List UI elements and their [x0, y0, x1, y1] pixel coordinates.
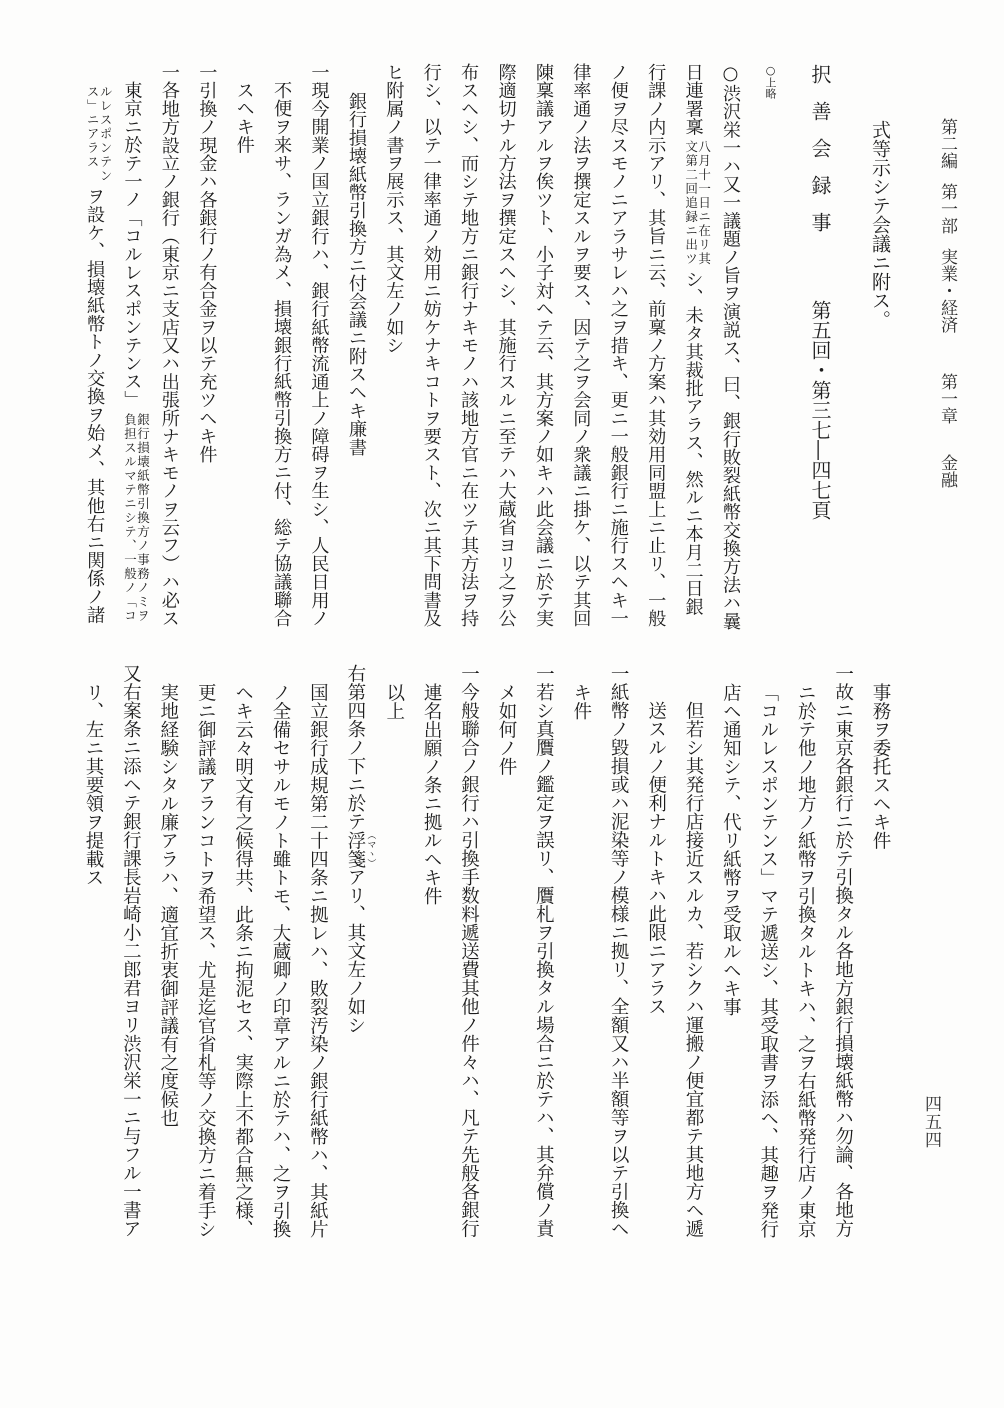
- text-line: スヘキ件: [233, 81, 255, 154]
- text-line: 事務ヲ委托スヘキ件: [870, 682, 891, 849]
- inline-note-line: 文第二回追録ニ出ツ: [683, 139, 699, 266]
- continuation-line: 式等示シテ会議ニ附ス。: [869, 120, 891, 329]
- inline-note-line: 八月十一日ニ在リ其: [696, 139, 712, 266]
- text-segment: 東京ニ於テ一ノ「コルレスポンテンス」: [121, 81, 143, 409]
- text-line: 律率通ノ法ヲ撰定スルヲ要ス、因テ之ヲ会同ノ衆議ニ掛ケ、以テ其回: [570, 63, 592, 628]
- text-line: 陳稟議アルヲ俟ツト、小子対ヘテ云、其方案ノ如キハ此会議ニ於テ実: [532, 63, 554, 628]
- document-heading: 銀行損壊紙幣引換方ニ付会議ニ附スヘキ廉書: [345, 92, 367, 457]
- text-line: 一故ニ東京各銀行ニ於テ引換タル各地方銀行損壊紙幣ハ勿論、各地方: [832, 664, 854, 1238]
- ruby-base: 浮箋: [344, 830, 366, 868]
- running-head-part: 第一章: [937, 373, 957, 424]
- page-number: 四五四: [921, 1095, 941, 1149]
- inline-note-line: ルレスポンテン: [98, 85, 114, 184]
- text-line: 布スヘシ、而シテ地方ニ銀行ナキモノハ該地方官ニ在ツテ其方法ヲ持: [458, 63, 480, 628]
- inline-note-line: 負担スルマテニシテ、一般ノ「コ: [122, 412, 138, 623]
- inline-note: [124, 413, 150, 623]
- upper-text-block: [75, 63, 749, 643]
- lower-text-block: [76, 664, 899, 1254]
- running-head-part: 第二編: [937, 118, 957, 169]
- text-line: 店ヘ通知シテ、代リ紙幣ヲ受取ルヘキ事: [720, 682, 742, 1016]
- text-line: キ件: [570, 682, 592, 720]
- text-line: 一各地方設立ノ銀行（東京ニ支店又ハ出張所ナキモノヲ云フ）ハ必ス: [158, 63, 180, 628]
- text-segment: 右第四条ノ下ニ於テ: [344, 664, 366, 831]
- text-line: 国立銀行成規第二十四条ニ拠レハ、敗裂汚染ノ銀行紙幣ハ、其紙片: [307, 682, 329, 1238]
- text-line: 「コルレスポンテンス」マテ遞送シ、其受取書ヲ添ヘ、其趣ヲ発行: [757, 682, 779, 1238]
- running-head-part: 金融: [937, 454, 957, 488]
- text-line: ヒ附属ノ書ヲ展示ス、其文左ノ如シ: [383, 63, 405, 355]
- text-line: 送スルノ便利ナルトキハ此限ニアラス: [645, 701, 667, 1016]
- text-segment: アリ、其文左ノ如シ: [344, 867, 366, 1034]
- text-line: [76, 63, 113, 643]
- inline-note-line: ス」ニアラス: [85, 85, 101, 170]
- omission-mark: ○上略: [764, 64, 777, 99]
- running-head-part: 第一部: [937, 183, 957, 234]
- text-line: ニ於テ他ノ地方ノ紙幣ヲ引換タルトキハ、之ヲ右紙幣発行店ノ東京: [795, 682, 817, 1238]
- text-line: 一現今開業ノ国立銀行ハ、銀行紙幣流通上ノ障碍ヲ生シ、人民日用ノ: [308, 63, 330, 628]
- running-head: [936, 118, 958, 488]
- inline-note-line: 銀行損壊紙幣引換方ノ事務ノミヲ: [135, 412, 151, 623]
- text-segment: シ、未タ其裁批アラス、然ルニ本月二日銀: [682, 269, 704, 616]
- text-line: 行シ、以テ一律率通ノ効用ニ妨ケナキコトヲ要スト、次ニ其下問書及: [420, 63, 442, 628]
- text-line: 一紙幣ノ毀損或ハ泥染等ノ模様ニ拠リ、全額又ハ半額等ヲ以テ引換ヘ: [608, 664, 630, 1238]
- inline-note: [86, 85, 112, 183]
- text-line: 一今般聯合ノ銀行ハ引換手数料遞送費其他ノ件々ハ、凡テ先般各銀行: [458, 664, 480, 1238]
- ruby-annotation: [344, 830, 376, 868]
- text-line: 実地経験シタル廉アラハ、適宜折衷御評議有之度候也: [157, 682, 179, 1127]
- source-title: 択善会録事: [808, 64, 832, 249]
- text-line: 更ニ御評議アランコトヲ希望ス、尤是迄官省札等ノ交換方ニ着手シ: [195, 682, 217, 1238]
- text-line: ノ全備セサルモノト雖トモ、大蔵卿ノ印章アルニ於テハ、之ヲ引換: [270, 682, 291, 1238]
- text-line: [113, 63, 150, 643]
- text-line: 行課ノ内示アリ、其旨ニ云、前稟ノ方案ハ其効用同盟上ニ止リ、一般: [645, 63, 667, 628]
- inline-note: [685, 140, 711, 266]
- text-segment: ヲ設ケ、損壊紙幣トノ交換ヲ始メ、其他右ニ関係ノ諸: [84, 187, 106, 624]
- text-line: 際適切ナル方法ヲ撰定スヘシ、其施行スルニ至テハ大蔵省ヨリ之ヲ公: [495, 63, 517, 628]
- text-line: ○渋沢栄一ハ又一議題ノ旨ヲ演説ス、曰、銀行敗裂紙幣交換方法ハ曩: [720, 63, 741, 630]
- text-line: 連名出願ノ条ニ拠ルヘキ件: [421, 682, 443, 905]
- text-line: メ如何ノ件: [495, 682, 517, 775]
- text-line: 以上: [383, 682, 405, 720]
- ruby-text: （マヽ）: [365, 830, 376, 868]
- text-line: 又右案条ニ添ヘテ銀行課長岩崎小二郎君ヨリ渋沢栄一ニ与フル一書ア: [120, 664, 142, 1238]
- text-line: ノ便ヲ尽スモノニアラサレハ之ヲ措キ、更ニ一般銀行ニ施行スヘキ一: [607, 63, 629, 628]
- text-line: 但若シ其発行店接近スルカ、若シクハ運搬ノ便宜都テ其地方ヘ遞: [682, 701, 704, 1238]
- text-line: 不便ヲ来サ、ランガ為メ、損壊銀行紙幣引換方ニ付、総テ協議聯合: [271, 81, 293, 628]
- text-line: [336, 664, 375, 1254]
- source-citation: 第五回・第三七―四七頁: [808, 300, 832, 520]
- running-head-part: 実業・経済: [937, 248, 957, 333]
- text-line: 一若シ真贋ノ鑑定ヲ誤リ、贋札ヲ引換タル場合ニ於テハ、其弁償ノ責: [533, 664, 555, 1238]
- text-line: ヘキ云々明文有之候得共、此条ニ拘泥セス、実際上不都合無之様、: [232, 682, 254, 1238]
- source-heading: [802, 64, 838, 520]
- text-segment: 日連署稟: [682, 63, 704, 136]
- text-line: リ、左ニ其要領ヲ提載ス: [82, 682, 104, 886]
- text-line: 一引換ノ現金ハ各銀行ノ有合金ヲ以テ充ツヘキ件: [196, 63, 218, 464]
- text-line: [674, 63, 711, 643]
